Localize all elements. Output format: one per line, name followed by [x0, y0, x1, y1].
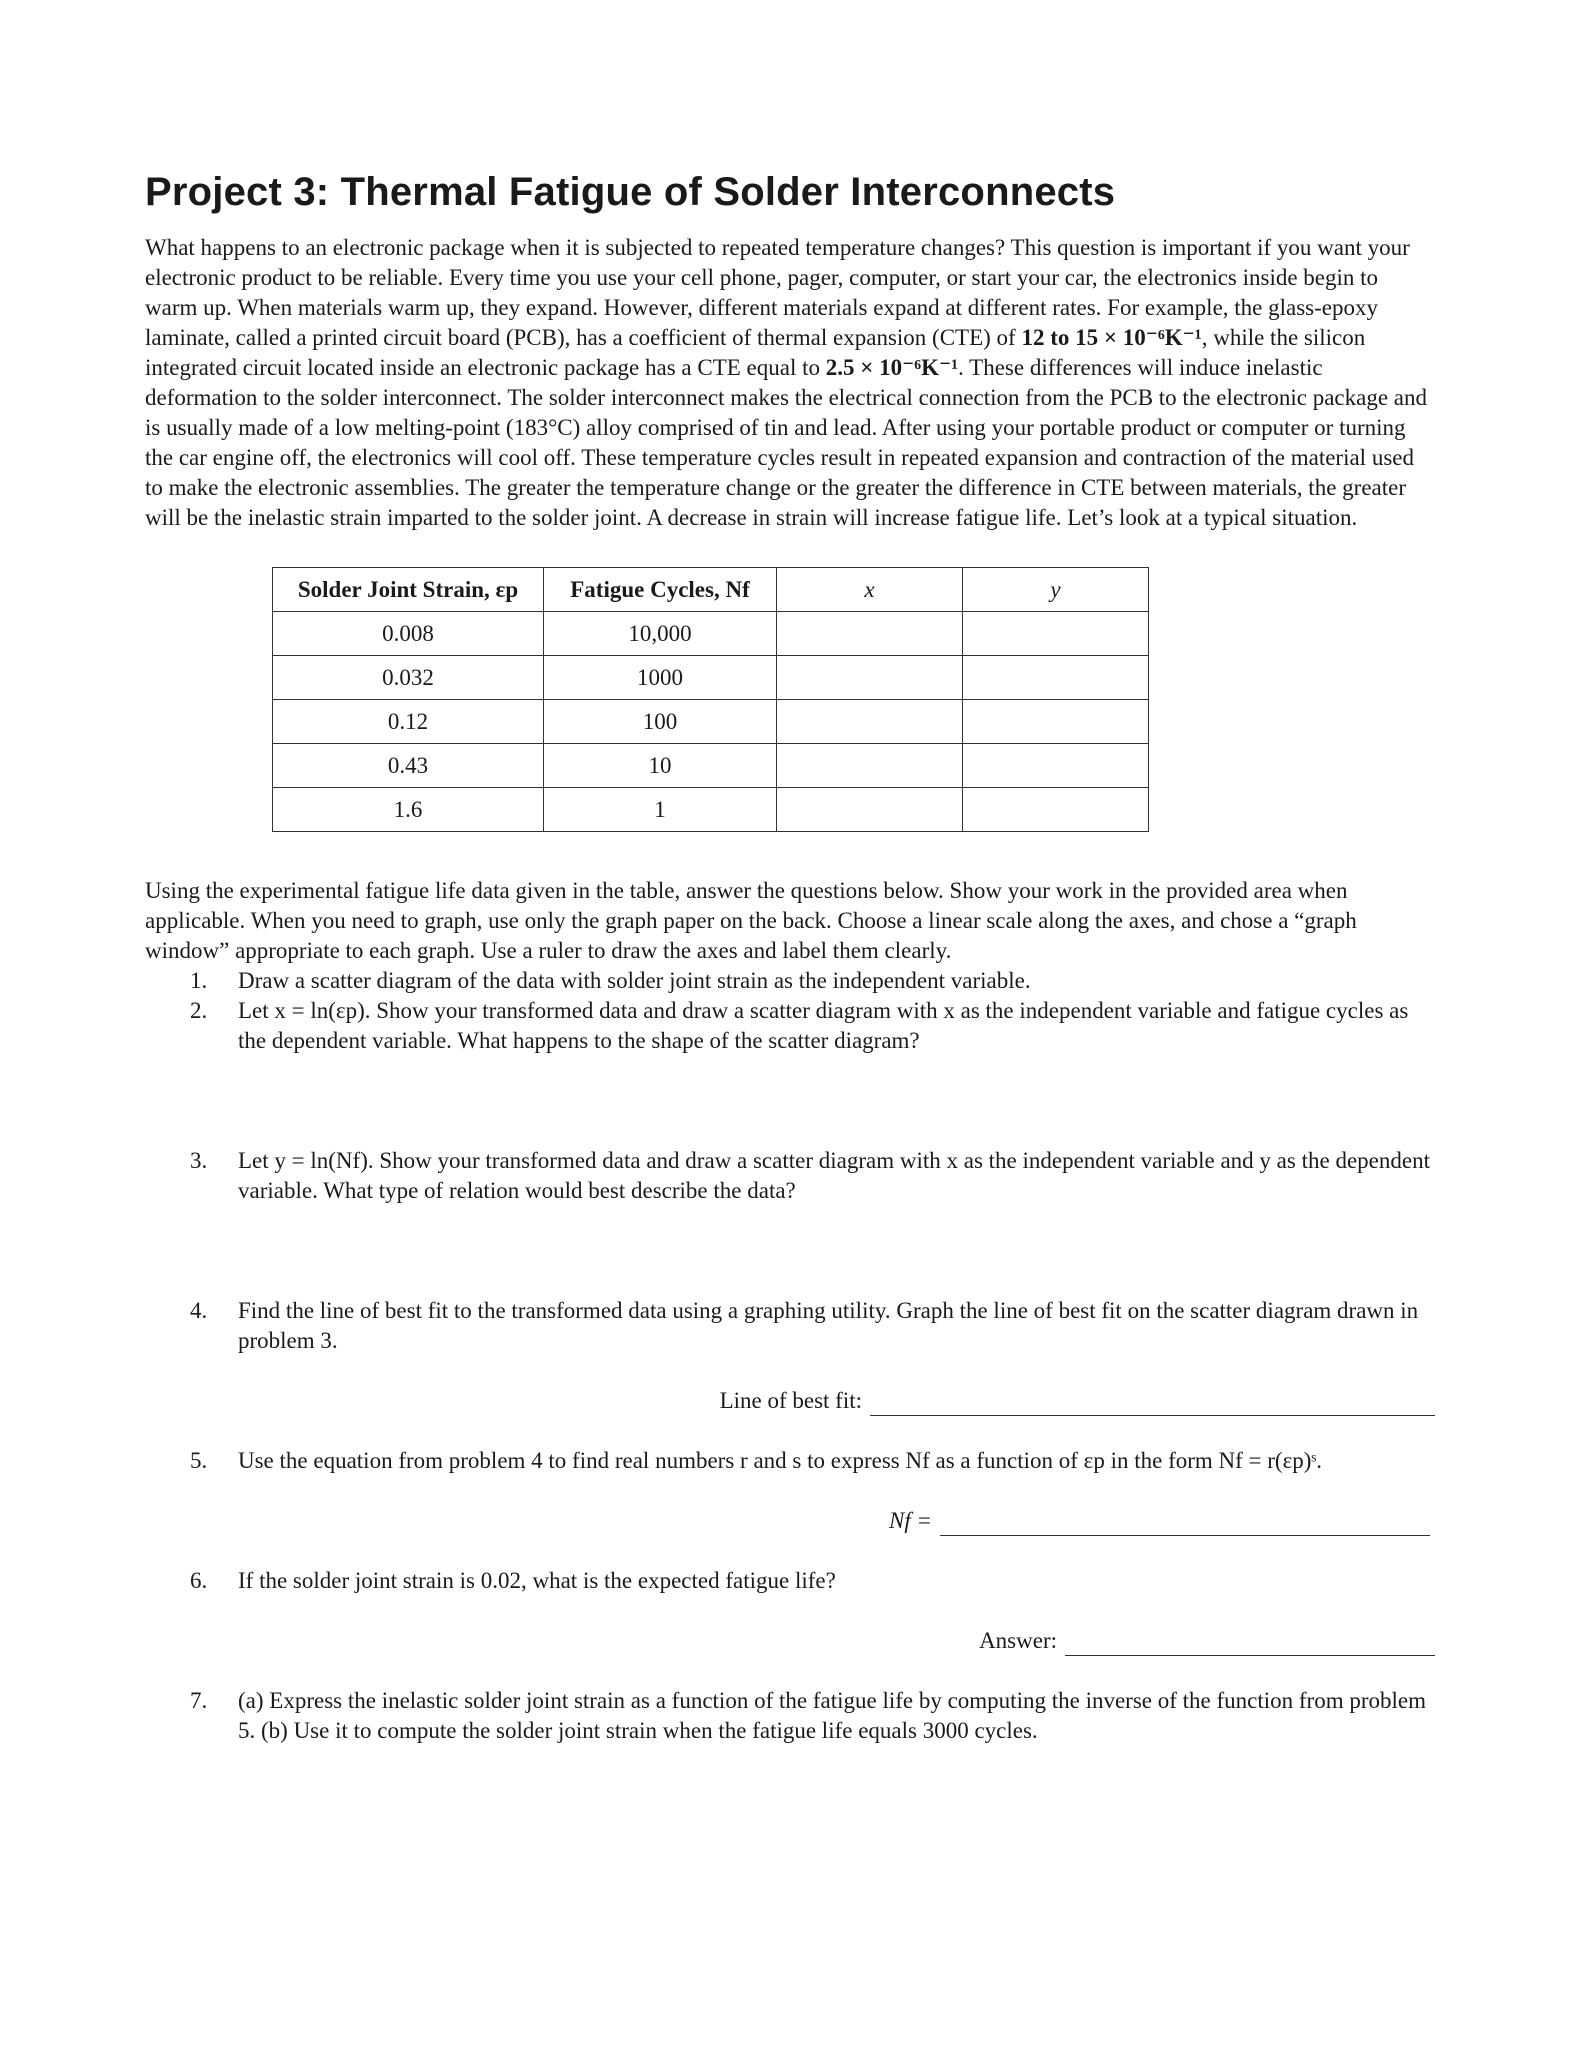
best-fit-label: Line of best fit: [719, 1388, 862, 1413]
best-fit-blank[interactable] [870, 1391, 1435, 1416]
question-text: Let x = ln(εp). Show your transformed data and draw a scatter diagram with x as the independent variable and fatigue cycles as the dependent variable. What happens to the shape of the scatter diagram? [238, 998, 1409, 1053]
cell-cycles: 100 [544, 700, 777, 744]
cte-si-value: 2.5 × 10⁻⁶K⁻¹ [825, 355, 959, 380]
nf-blank[interactable] [940, 1511, 1430, 1536]
nf-answer [145, 1506, 1430, 1536]
question-list-3 [145, 1566, 1435, 1596]
best-fit-answer [145, 1386, 1435, 1416]
page-title: Project 3: Thermal Fatigue of Solder Interconnects [145, 170, 1116, 214]
question-number: 2. [190, 998, 208, 1023]
cell-x[interactable] [777, 700, 963, 744]
cell-x[interactable] [777, 612, 963, 656]
intro-text-3: . These differences will induce inelastic deformation to the solder interconnect. The solder interconnect makes the electrical connection from the PCB to the electronic package and is usually made of a low melting-point (183°C) alloy comprised of tin and lead. After using your portable product or computer or turning the car engine off, the electronics will cool off. These temperature cycles result in repeated expansion and contraction of the material used to make the electronic assemblies. The greater the temperature change or the greater the difference in CTE between materials, the greater will be the inelastic strain imparted to the solder joint. A decrease in strain will increase fatigue life. Let’s look at a typical situation. [145, 355, 1427, 530]
cell-strain: 0.008 [273, 612, 544, 656]
table-row [273, 744, 1149, 788]
cell-y[interactable] [963, 744, 1149, 788]
question-number: 7. [190, 1688, 208, 1713]
question-number: 4. [190, 1298, 208, 1323]
question-7 [145, 1686, 1435, 1746]
question-1 [145, 966, 1435, 996]
instructions-paragraph: Using the experimental fatigue life data given in the table, answer the questions below. Show your work in the provided area when applicable. When you need to graph, use only the graph paper on the back. Choose a linear scale along the axes, and chose a “graph window” appropriate to each graph. Use a ruler to draw the axes and label them clearly. [145, 878, 1357, 963]
table-header-row [273, 568, 1149, 612]
cell-strain: 0.12 [273, 700, 544, 744]
question-number: 5. [190, 1448, 208, 1473]
cell-strain: 1.6 [273, 788, 544, 832]
header-strain: Solder Joint Strain, εp [273, 568, 544, 612]
question-4 [145, 1296, 1435, 1356]
question-text: Let y = ln(Nf). Show your transformed data and draw a scatter diagram with x as the independent variable and y as the dependent variable. What type of relation would best describe the data? [238, 1148, 1430, 1203]
cell-y[interactable] [963, 700, 1149, 744]
intro-text-1: What happens to an electronic package when it is subjected to repeated temperature changes? This question is important if you want your electronic product to be reliable. Every time you use your cell phone, pager, computer, or start your car, the electronics inside begin to warm up. When materials warm up, they expand. However, different materials expand at different rates. For example, the glass-epoxy laminate, called a printed circuit board (PCB), has a coefficient of thermal expansion (CTE) of [145, 235, 1410, 350]
question-list [145, 966, 1435, 1356]
cell-x[interactable] [777, 788, 963, 832]
question-text: Find the line of best fit to the transformed data using a graphing utility. Graph the line of best fit on the scatter diagram drawn in problem 3. [238, 1298, 1419, 1353]
table-row [273, 788, 1149, 832]
header-x: x [777, 568, 963, 612]
fatigue-life-answer [145, 1626, 1435, 1656]
answer-blank[interactable] [1065, 1631, 1435, 1656]
nf-label: Nf = [888, 1508, 932, 1533]
question-number: 6. [190, 1568, 208, 1593]
cell-strain: 0.43 [273, 744, 544, 788]
cell-x[interactable] [777, 744, 963, 788]
question-2 [145, 996, 1435, 1056]
cell-x[interactable] [777, 656, 963, 700]
question-text: Draw a scatter diagram of the data with solder joint strain as the independent variable. [238, 968, 1031, 993]
table-row [273, 656, 1149, 700]
question-text: Use the equation from problem 4 to find real numbers r and s to express Nf as a function of εp in the form Nf = r(εp)ˢ. [238, 1448, 1323, 1473]
question-5 [145, 1446, 1435, 1476]
cell-y[interactable] [963, 612, 1149, 656]
cell-cycles: 10,000 [544, 612, 777, 656]
question-text: (a) Express the inelastic solder joint strain as a function of the fatigue life by computing the inverse of the function from problem 5. (b) Use it to compute the solder joint strain when the fatigue life equals 3000 cycles. [238, 1688, 1426, 1743]
question-list-2 [145, 1446, 1435, 1476]
question-number: 1. [190, 968, 208, 993]
cell-y[interactable] [963, 788, 1149, 832]
fatigue-data-table [272, 567, 1149, 832]
table-row [273, 612, 1149, 656]
answer-label: Answer: [979, 1628, 1057, 1653]
header-y: y [963, 568, 1149, 612]
question-list-4 [145, 1686, 1435, 1746]
intro-paragraph [145, 233, 1435, 533]
cell-y[interactable] [963, 656, 1149, 700]
cell-strain: 0.032 [273, 656, 544, 700]
cte-pcb-value: 12 to 15 × 10⁻⁶K⁻¹ [1021, 325, 1202, 350]
cell-cycles: 1 [544, 788, 777, 832]
table-row [273, 700, 1149, 744]
question-3 [145, 1146, 1435, 1206]
cell-cycles: 1000 [544, 656, 777, 700]
intro-text-2: , while the silicon integrated circuit located inside an electronic package has a CTE equal to [145, 325, 1366, 380]
cell-cycles: 10 [544, 744, 777, 788]
question-text: If the solder joint strain is 0.02, what is the expected fatigue life? [238, 1568, 836, 1593]
question-number: 3. [190, 1148, 208, 1173]
question-6 [145, 1566, 1435, 1596]
worksheet-page [145, 170, 1435, 1746]
header-cycles: Fatigue Cycles, Nf [544, 568, 777, 612]
